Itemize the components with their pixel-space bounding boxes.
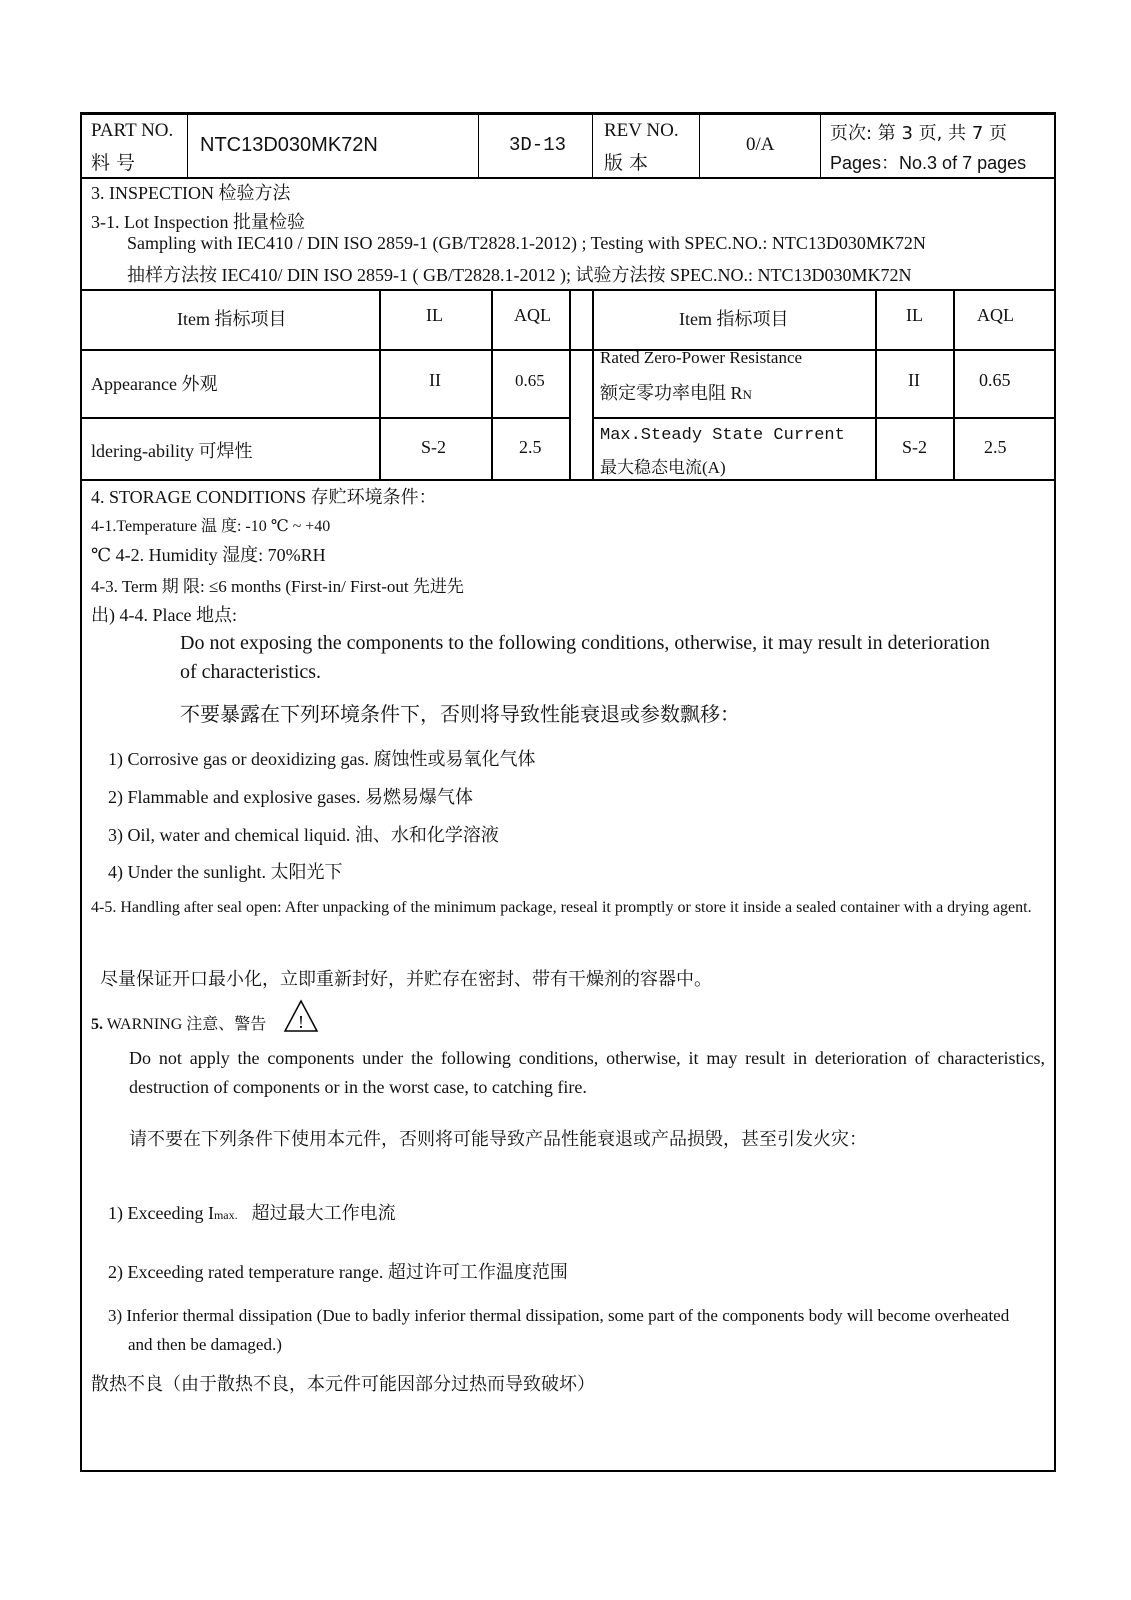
rev-no-label-cell: [593, 115, 700, 177]
place-warning-cn: 不要暴露在下列环境条件下，否则将导致性能衰退或参数飘移：: [180, 702, 740, 726]
left-row-aql: 0.65: [515, 371, 545, 390]
rev-no-cn: 版 本: [604, 152, 649, 174]
warning-triangle-icon: [283, 999, 319, 1033]
right-row-item-cn: 最大稳态电流(A): [600, 458, 726, 477]
storage-list-item: 4) Under the sunlight. 太阳光下: [108, 862, 343, 882]
right-header-aql: AQL: [977, 305, 1014, 325]
warning-intro-cn: 请不要在下列条件下使用本元件，否则将可能导致产品性能衰退或产品损毁，甚至引发火灾：: [129, 1129, 867, 1150]
right-header-il: IL: [906, 305, 923, 325]
left-row-il: S-2: [421, 437, 447, 457]
storage-list-item: 1) Corrosive gas or deoxidizing gas. 腐蚀性或易氧化气体: [108, 749, 536, 769]
lot-inspection-heading: 3-1. Lot Inspection 批量检验: [91, 212, 305, 232]
rev-no-en: REV NO.: [604, 120, 679, 141]
grid-line: [953, 289, 955, 480]
warning-item-2: 2) Exceeding rated temperature range. 超过许可工作温度范围: [108, 1262, 568, 1282]
storage-temperature: 4-1.Temperature 温 度: -10 ℃ ~ +40: [91, 518, 331, 535]
right-row-il: S-2: [902, 437, 928, 457]
part-number: NTC13D030MK72N: [200, 134, 378, 156]
warning-heading: 5. WARNING 注意、警告: [91, 1016, 267, 1033]
inspection-heading: 3. INSPECTION 检验方法: [91, 183, 291, 203]
left-row-item: Appearance 外观: [91, 374, 218, 394]
warning-item-3-cn: 散热不良（由于散热不良，本元件可能因部分过热而导致破坏）: [91, 1374, 595, 1395]
part-no-cn: 料 号: [91, 152, 136, 174]
storage-term: 4-3. Term 期 限: ≤6 months (First-in/ First-out 先进先: [91, 577, 464, 596]
doc-code-cell: [479, 115, 593, 177]
right-row-aql: 0.65: [979, 370, 1011, 390]
grid-line: [82, 417, 569, 419]
place-warning-en: Do not exposing the components to the following conditions, otherwise, it may result in deterioration of characteristics.: [180, 632, 990, 683]
part-no-label-cell: [82, 115, 188, 177]
warning-item-1: 1) Exceeding Imax. 超过最大工作电流: [108, 1203, 396, 1224]
page-cell: [821, 115, 1054, 177]
handling-cn: 尽量保证开口最小化，立即重新封好，并贮存在密封、带有干燥剂的容器中。: [100, 969, 712, 990]
right-row-item-en: Max.Steady State Current: [600, 426, 845, 445]
header-table: [82, 115, 1054, 179]
grid-line: [592, 289, 594, 480]
left-row-aql: 2.5: [519, 437, 542, 457]
handling-en: 4-5. Handling after seal open: After unpacking of the minimum package, reseal it promptly or store it inside a sealed container with a drying agent.: [91, 899, 1032, 916]
sampling-cn: 抽样方法按 IEC410/ DIN ISO 2859-1 ( GB/T2828.1-2012 ); 试验方法按 SPEC.NO.: NTC13D030MK72N: [127, 265, 912, 285]
left-header-il: IL: [426, 305, 443, 325]
right-row-item-cn: 额定零功率电阻 RN: [600, 383, 752, 403]
grid-line: [379, 289, 381, 480]
rev-value: 0/A: [746, 134, 775, 155]
page-en: Pages：No.3 of 7 pages: [830, 153, 1027, 173]
left-row-il: II: [429, 370, 441, 390]
page-cn: 页次: 第 3 页, 共 7 页: [830, 123, 1008, 144]
sampling-en: Sampling with IEC410 / DIN ISO 2859-1 (GB/T2828.1-2012) ; Testing with SPEC.NO.: NTC13D030MK72N: [127, 233, 926, 253]
grid-line: [569, 289, 571, 480]
warning-intro-en: Do not apply the components under the following conditions, otherwise, it may result in deterioration of characteristics, destruction of components or in the worst case, to catching fire.: [129, 1048, 1045, 1097]
warning-item-3-en: 3) Inferior thermal dissipation (Due to badly inferior thermal dissipation, some part of the components body will become overheated and then be damaged.): [108, 1306, 1010, 1354]
left-header-aql: AQL: [514, 305, 551, 325]
storage-heading: 4. STORAGE CONDITIONS 存贮环境条件：: [91, 487, 437, 507]
part-no-en: PART NO.: [91, 120, 174, 141]
storage-humidity: ℃ 4-2. Humidity 湿度: 70%RH: [91, 545, 326, 565]
right-row-aql: 2.5: [984, 437, 1007, 457]
storage-list-item: 3) Oil, water and chemical liquid. 油、水和化学溶液: [108, 825, 499, 845]
left-header-item: Item 指标项目: [177, 309, 287, 329]
grid-line: [82, 289, 1054, 291]
grid-line: [82, 349, 1054, 351]
doc-code: 3D-13: [509, 134, 567, 156]
svg-text:!: !: [298, 1012, 304, 1032]
right-row-item-en: Rated Zero-Power Resistance: [600, 348, 803, 367]
grid-line: [491, 289, 493, 480]
part-number-cell: [188, 115, 479, 177]
left-row-item: ldering-ability 可焊性: [91, 441, 253, 461]
grid-line: [82, 479, 1054, 481]
right-row-il: II: [908, 370, 920, 390]
grid-line: [875, 289, 877, 480]
storage-list-item: 2) Flammable and explosive gases. 易燃易爆气体: [108, 787, 473, 807]
document-frame: [80, 112, 1056, 1472]
rev-value-cell: [700, 115, 821, 177]
right-header-item: Item 指标项目: [679, 309, 789, 329]
storage-place: 出) 4-4. Place 地点:: [91, 605, 237, 625]
grid-line: [592, 417, 1054, 419]
